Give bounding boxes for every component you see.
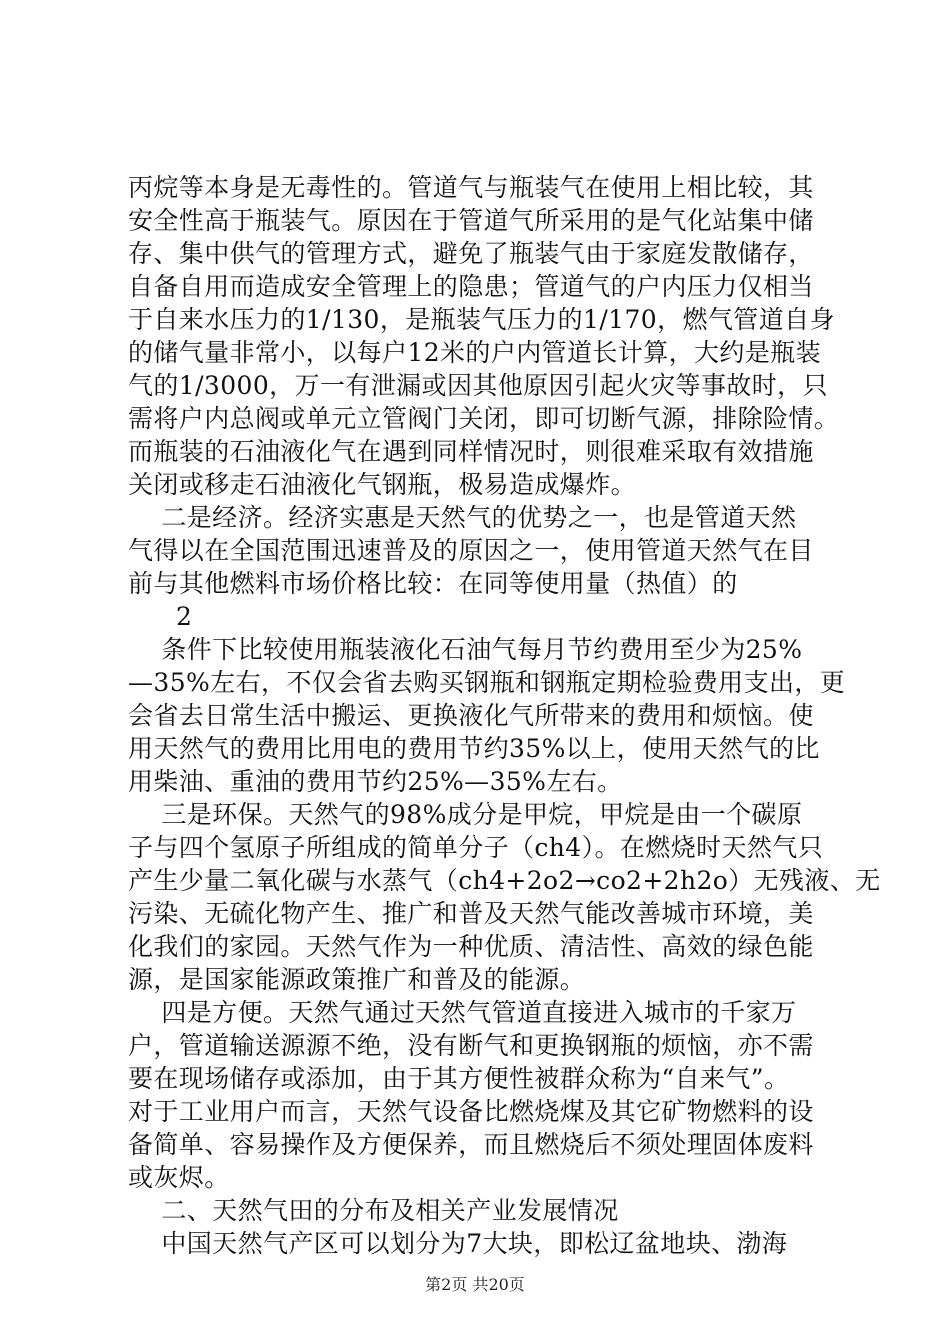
text-line: 丙烷等本身是无毒性的。管道气与瓶装气在使用上相比较，其 [128,173,814,202]
text-line: 前与其他燃料市场价格比较：在同等使用量（热值）的 [128,569,738,598]
text-line: 源，是国家能源政策推广和普及的能源。 [128,965,586,994]
text-line: 备简单、容易操作及方便保养，而且燃烧后不须处理固体废料 [128,1130,814,1159]
text-line: 需将户内总阀或单元立管阀门关闭，即可切断气源，排除险情。 [128,404,840,433]
text-line: 污染、无硫化物产生、推广和普及天然气能改善城市环境，美 [128,899,814,928]
text-line: 条件下比较使用瓶装液化石油气每月节约费用至少为25% [128,635,803,664]
text-line: 于自来水压力的1/130，是瓶装气压力的1/170，燃气管道自身 [128,305,835,334]
text-line: 自备自用而造成安全管理上的隐患；管道气的户内压力仅相当 [128,272,814,301]
text-line: —35%左右，不仅会省去购买钢瓶和钢瓶定期检验费用支出，更 [128,668,846,697]
text-line: 而瓶装的石油液化气在遇到同样情况时，则很难采取有效措施 [128,437,814,466]
text-line: 气的1/3000，万一有泄漏或因其他原因引起火灾等事故时，只 [128,371,828,400]
section-heading: 二、天然气田的分布及相关产业发展情况 [128,1196,619,1225]
text-line: 中国天然气产区可以划分为7大块，即松辽盆地块、渤海 [128,1229,788,1258]
text-line: 的储气量非常小，以每户12米的户内管道长计算，大约是瓶装 [128,338,822,367]
text-line: 关闭或移走石油液化气钢瓶，极易造成爆炸。 [128,470,637,499]
text-line: 会省去日常生活中搬运、更换液化气所带来的费用和烦恼。使 [128,701,814,730]
text-line: 化我们的家园。天然气作为一种优质、清洁性、高效的绿色能 [128,932,814,961]
text-line: 子与四个氢原子所组成的简单分子（ch4）。在燃烧时天然气只 [128,833,824,862]
text-line: 产生少量二氧化碳与水蒸气（ch4+2o2→co2+2h2o）无残液、无 [128,866,881,895]
text-line: 用柴油、重油的费用节约25%—35%左右。 [128,767,623,796]
text-line: 用天然气的费用比用电的费用节约35%以上，使用天然气的比 [128,734,820,763]
text-line: 三是环保。天然气的98%成分是甲烷，甲烷是由一个碳原 [128,800,803,829]
text-line: 二是经济。经济实惠是天然气的优势之一，也是管道天然 [128,503,797,532]
text-line: 户，管道输送源源不绝，没有断气和更换钢瓶的烦恼，亦不需 [128,1031,814,1060]
text-line: 安全性高于瓶装气。原因在于管道气所采用的是气化站集中储 [128,206,814,235]
text-line: 对于工业用户而言，天然气设备比燃烧煤及其它矿物燃料的设 [128,1097,814,1126]
text-line: 四是方便。天然气通过天然气管道直接进入城市的千家万 [128,998,797,1027]
text-line: 要在现场储存或添加，由于其方便性被群众称为“自来气”。 [128,1064,790,1093]
text-line: 气得以在全国范围迅速普及的原因之一，使用管道天然气在目 [128,536,814,565]
text-line: 存、集中供气的管理方式，避免了瓶装气由于家庭发散储存， [128,239,814,268]
page-footer: 第2页 共20页 [425,1275,525,1294]
page-marker: 2 [176,602,192,631]
text-line: 或灰烬。 [128,1163,230,1192]
